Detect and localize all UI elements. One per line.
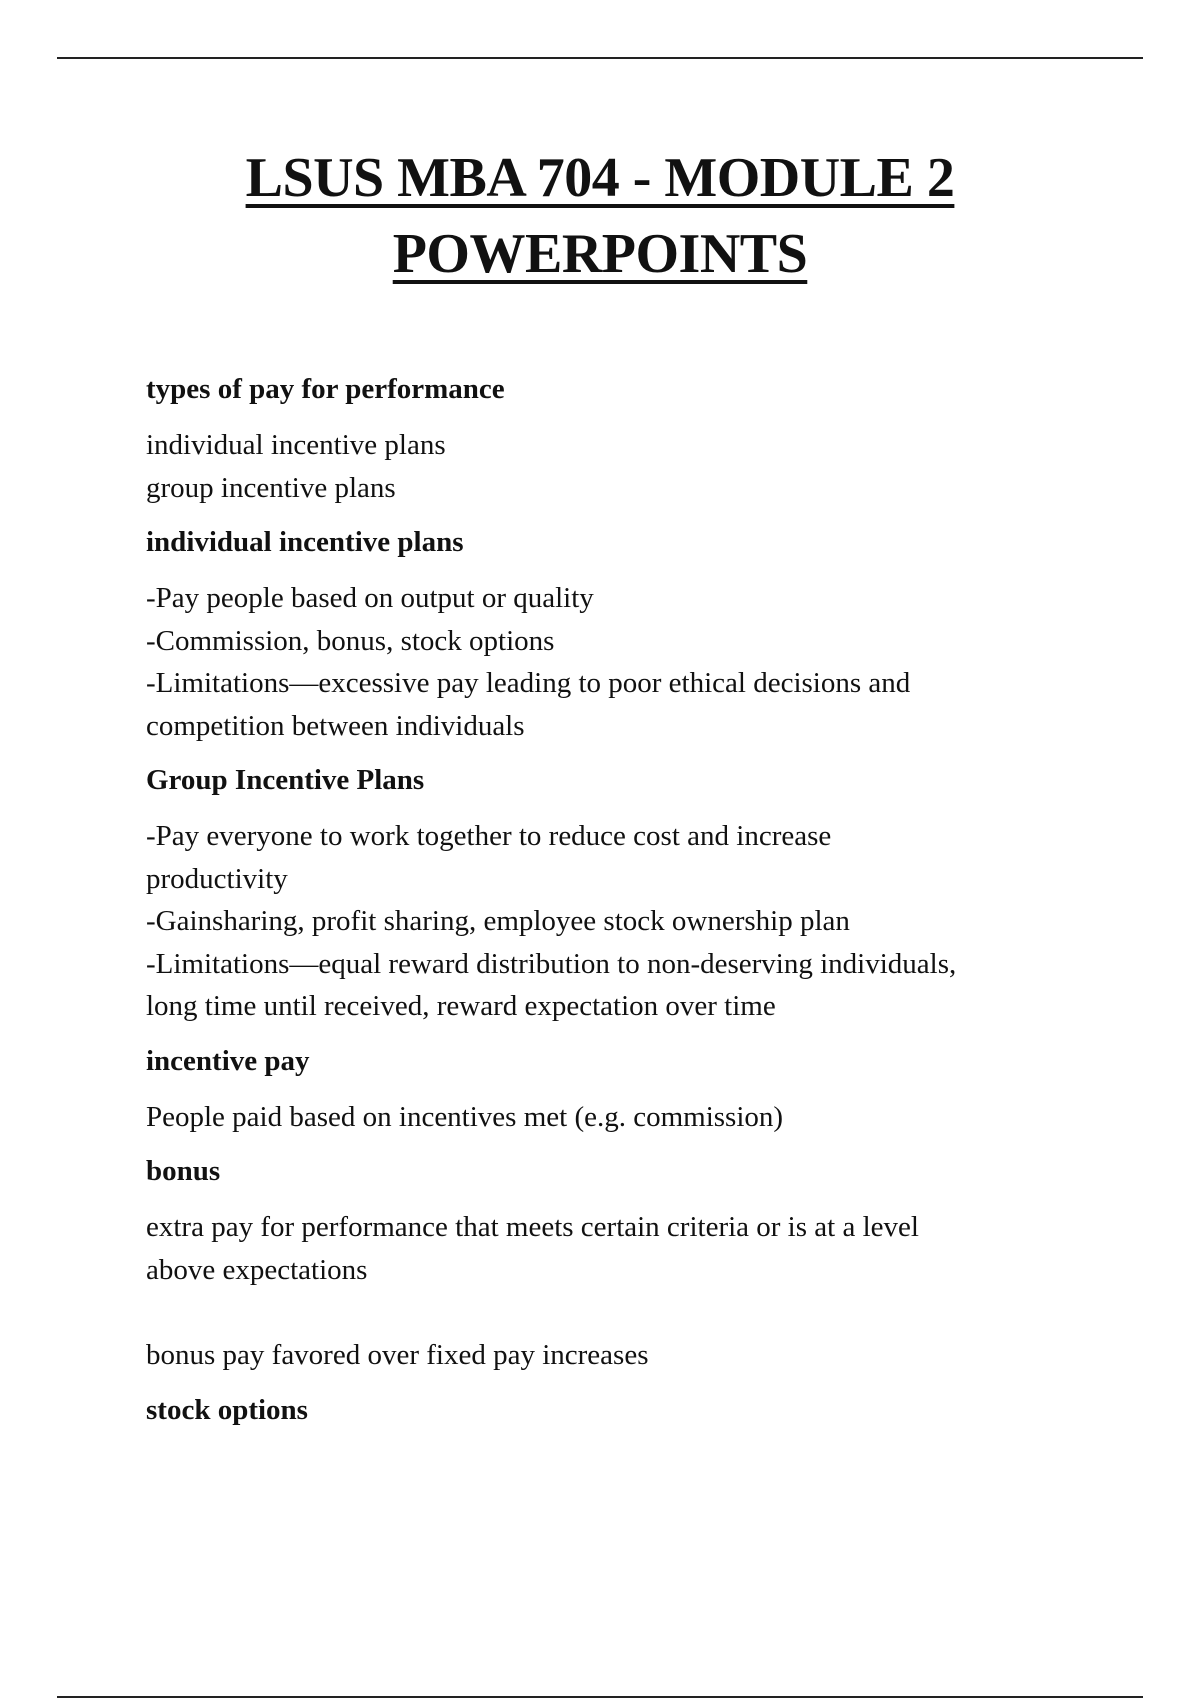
definition-text <box>146 1206 1076 1377</box>
entry-individual-incentive-plans <box>146 521 1076 747</box>
definition-text <box>146 424 1076 509</box>
entry-incentive-pay <box>146 1040 1076 1139</box>
definition-line: -Limitations—equal reward distribution to non-deserving individuals, <box>146 947 957 980</box>
term-heading: bonus <box>146 1155 221 1187</box>
definition-line: individual incentive plans <box>146 429 446 461</box>
top-divider <box>57 57 1143 59</box>
title-line-2: POWERPOINTS <box>392 223 808 285</box>
term-heading: individual incentive plans <box>146 526 464 558</box>
definition-line: productivity <box>146 862 288 895</box>
definition-line: -Commission, bonus, stock options <box>146 624 555 657</box>
definition-text <box>146 815 1076 1028</box>
document-title <box>0 140 1200 292</box>
definition-line: People paid based on incentives met (e.g. commission) <box>146 1100 784 1133</box>
definition-text <box>146 577 1076 747</box>
definition-line: group incentive plans <box>146 471 396 504</box>
term-heading: Group Incentive Plans <box>146 764 425 796</box>
definition-line: competition between individuals <box>146 709 525 742</box>
definition-line: long time until received, reward expectation over time <box>146 990 776 1022</box>
term-heading: stock options <box>146 1393 308 1426</box>
title-line-1: LSUS MBA 704 - MODULE 2 <box>245 147 955 209</box>
entry-group-incentive-plans <box>146 759 1076 1028</box>
definition-line: -Limitations—excessive pay leading to poor ethical decisions and <box>146 667 911 699</box>
definition-line: above expectations <box>146 1253 368 1286</box>
definition-line: bonus pay favored over fixed pay increases <box>146 1339 649 1371</box>
term-heading: incentive pay <box>146 1044 310 1077</box>
definition-line: -Gainsharing, profit sharing, employee stock ownership plan <box>146 905 850 937</box>
paragraph-gap <box>146 1291 1076 1334</box>
term-heading: types of pay for performance <box>146 373 505 405</box>
flashcard-list <box>146 368 1076 1445</box>
entry-bonus <box>146 1150 1076 1377</box>
entry-types-of-pay <box>146 368 1076 509</box>
definition-text <box>146 1096 1076 1139</box>
entry-stock-options <box>146 1389 1076 1431</box>
bottom-divider <box>57 1696 1143 1698</box>
definition-line: extra pay for performance that meets certain criteria or is at a level <box>146 1211 919 1243</box>
definition-line: -Pay everyone to work together to reduce cost and increase <box>146 820 832 852</box>
definition-line: -Pay people based on output or quality <box>146 582 594 614</box>
